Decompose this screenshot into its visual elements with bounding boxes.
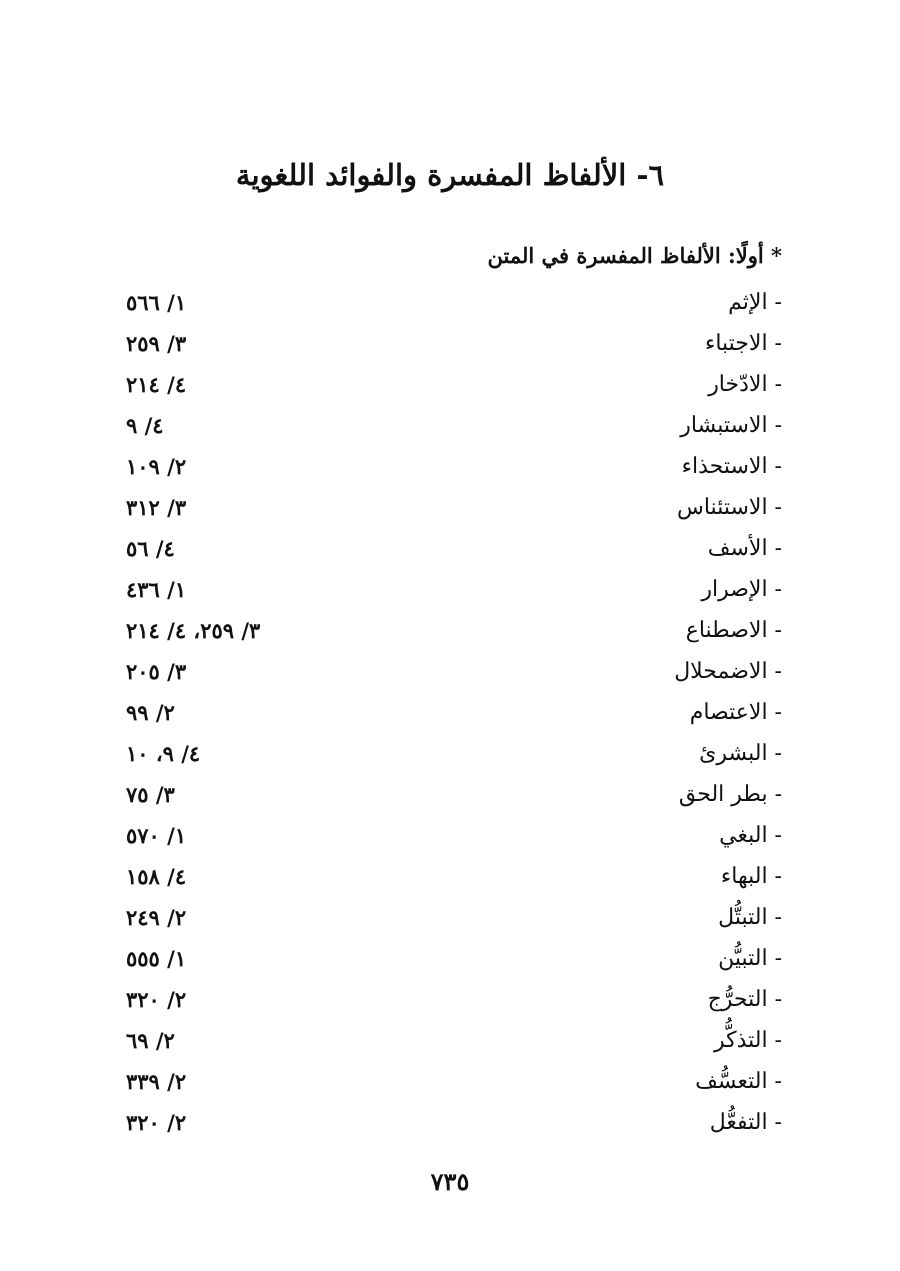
entry-reference: ٢/ ٢٤٩ — [126, 905, 187, 930]
list-item — [0, 528, 900, 569]
entry-reference: ٢/ ٣٣٩ — [126, 1069, 187, 1094]
entry-reference: ٣/ ٢٥٩، ٤/ ٢١٤ — [126, 618, 261, 643]
list-item — [0, 651, 900, 692]
entry-term: - التبتُّل — [718, 905, 782, 930]
entry-reference: ٤/ ٢١٤ — [126, 372, 187, 397]
entry-term: - الاضمحلال — [674, 659, 782, 684]
list-item — [0, 323, 900, 364]
list-item — [0, 1102, 900, 1143]
list-item — [0, 364, 900, 405]
entry-reference: ٣/ ٢٥٩ — [126, 331, 187, 356]
list-item — [0, 282, 900, 323]
list-item — [0, 815, 900, 856]
entry-term: - البشرئ — [699, 741, 782, 766]
entry-reference: ٤/ ٩ — [126, 413, 164, 438]
chapter-title: ٦- الألفاظ المفسرة والفوائد اللغوية — [235, 158, 665, 192]
glossary-list — [0, 282, 900, 1143]
entry-reference: ١/ ٥٦٦ — [126, 290, 187, 315]
list-item — [0, 405, 900, 446]
entry-reference: ٣/ ٣١٢ — [126, 495, 187, 520]
entry-term: - بطر الحق — [678, 782, 782, 807]
list-item — [0, 569, 900, 610]
entry-term: - الأسف — [707, 536, 782, 561]
entry-term: - التبيُّن — [718, 946, 782, 971]
entry-term: - التذكُّر — [713, 1028, 782, 1053]
section-heading: * أولًا: الألفاظ المفسرة في المتن — [487, 243, 782, 268]
entry-term: - الاستئناس — [677, 495, 782, 520]
entry-term: - الاعتصام — [689, 700, 782, 725]
list-item — [0, 733, 900, 774]
entry-reference: ١/ ٤٣٦ — [126, 577, 187, 602]
page-number: ٧٣٥ — [430, 1167, 470, 1196]
list-item — [0, 938, 900, 979]
entry-term: - الاجتباء — [704, 331, 782, 356]
entry-reference: ٢/ ٣٢٠ — [126, 1110, 187, 1135]
entry-reference: ٤/ ١٥٨ — [126, 864, 187, 889]
entry-reference: ٢/ ٣٢٠ — [126, 987, 187, 1012]
entry-reference: ٣/ ٢٠٥ — [126, 659, 187, 684]
entry-term: - الاستحذاء — [681, 454, 782, 479]
entry-reference: ١/ ٥٥٥ — [126, 946, 187, 971]
entry-reference: ٤/ ٩، ١٠ — [126, 741, 201, 766]
entry-term: - الإصرار — [701, 577, 782, 602]
entry-reference: ٢/ ١٠٩ — [126, 454, 187, 479]
entry-term: - الاصطناع — [685, 618, 782, 643]
entry-term: - التحرُّج — [707, 987, 782, 1012]
list-item — [0, 856, 900, 897]
list-item — [0, 446, 900, 487]
entry-term: - التفعُّل — [709, 1110, 782, 1135]
entry-term: - البغي — [719, 823, 782, 848]
list-item — [0, 774, 900, 815]
entry-term: - التعسُّف — [695, 1069, 782, 1094]
entry-reference: ٢/ ٦٩ — [126, 1028, 175, 1053]
entry-reference: ١/ ٥٧٠ — [126, 823, 187, 848]
entry-term: - الاستبشار — [680, 413, 782, 438]
list-item — [0, 692, 900, 733]
entry-term: - الإثم — [728, 290, 782, 315]
entry-term: - البهاء — [720, 864, 782, 889]
list-item — [0, 979, 900, 1020]
entry-term: - الادّخار — [708, 372, 782, 397]
entry-reference: ٣/ ٧٥ — [126, 782, 175, 807]
list-item — [0, 610, 900, 651]
entry-reference: ٢/ ٩٩ — [126, 700, 175, 725]
list-item — [0, 1020, 900, 1061]
entry-reference: ٤/ ٥٦ — [126, 536, 175, 561]
list-item — [0, 487, 900, 528]
list-item — [0, 1061, 900, 1102]
list-item — [0, 897, 900, 938]
